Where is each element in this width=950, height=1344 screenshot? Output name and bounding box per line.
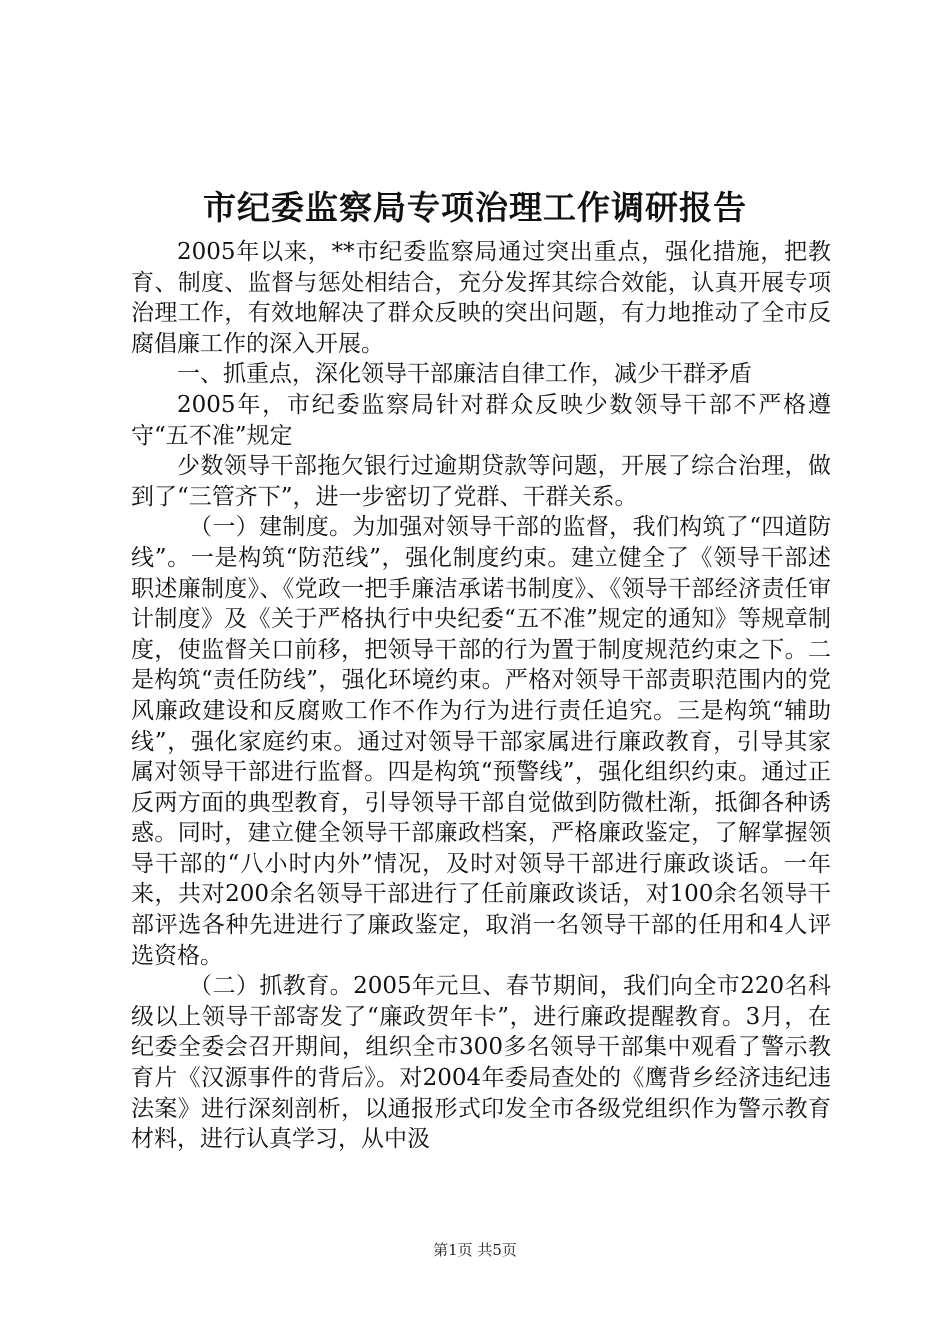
document-body bbox=[131, 237, 831, 1155]
section-heading-1: 一、抓重点，深化领导干部廉洁自律工作，减少干群矛盾 bbox=[177, 361, 752, 388]
body-paragraph: 少数领导干部拖欠银行过逾期贷款等问题，开展了综合治理，做到了“三管齐下”，进一步密切了党群、干群关系。 bbox=[131, 453, 831, 510]
subsection-paragraph-system: （一）建制度。为加强对领导干部的监督，我们构筑了“四道防线”。一是构筑“防范线”，强化制度约束。建立健全了《领导干部述职述廉制度》、《党政一把手廉洁承诺书制度》、《领导干部经济责任审计制度》及《关于严格执行中央纪委“五不准”规定的通知》等规章制度，使监督关口前移，把领导干部的行为置于制度规范约束之下。二是构筑“责任防线”，强化环境约束。严格对领导干部责职范围内的党风廉政建设和反腐败工作不作为行为进行责任追究。三是构筑“辅助线”，强化家庭约束。通过对领导干部家属进行廉政教育，引导其家属对领导干部进行监督。四是构筑“预警线”，强化组织约束。通过正反两方面的典型教育，引导领导干部自觉做到防微杜渐，抵御各种诱惑。同时，建立健全领导干部廉政档案，严格廉政鉴定，了解掌握领导干部的“八小时内外”情况，及时对领导干部进行廉政谈话。一年来，共对200余名领导干部进行了任前廉政谈话，对100余名领导干部评选各种先进进行了廉政鉴定，取消一名领导干部的任用和4人评选资格。 bbox=[131, 514, 831, 969]
intro-paragraph: 2005年以来，**市纪委监察局通过突出重点，强化措施，把教育、制度、监督与惩处相结合，充分发挥其综合效能，认真开展专项治理工作，有效地解决了群众反映的突出问题，有力地推动了全市反腐倡廉工作的深入开展。 bbox=[131, 239, 831, 357]
page-number-footer: 第1页 共5页 bbox=[433, 1241, 517, 1259]
body-paragraph: 2005年，市纪委监察局针对群众反映少数领导干部不严格遵守“五不准”规定 bbox=[131, 391, 831, 449]
subsection-paragraph-education: （二）抓教育。2005年元旦、春节期间，我们向全市220名科级以上领导干部寄发了“廉政贺年卡”，进行廉政提醒教育。3月，在纪委全委会召开期间，组织全市300多名领导干部集中观看了警示教育片《汉源事件的背后》。对2004年委局查处的《鹰背乡经济违纪违法案》进行深刻剖析，以通报形式印发全市各级党组织作为警示教育材料，进行认真学习，从中汲 bbox=[131, 973, 831, 1153]
document-title: 市纪委监察局专项治理工作调研报告 bbox=[203, 188, 747, 227]
